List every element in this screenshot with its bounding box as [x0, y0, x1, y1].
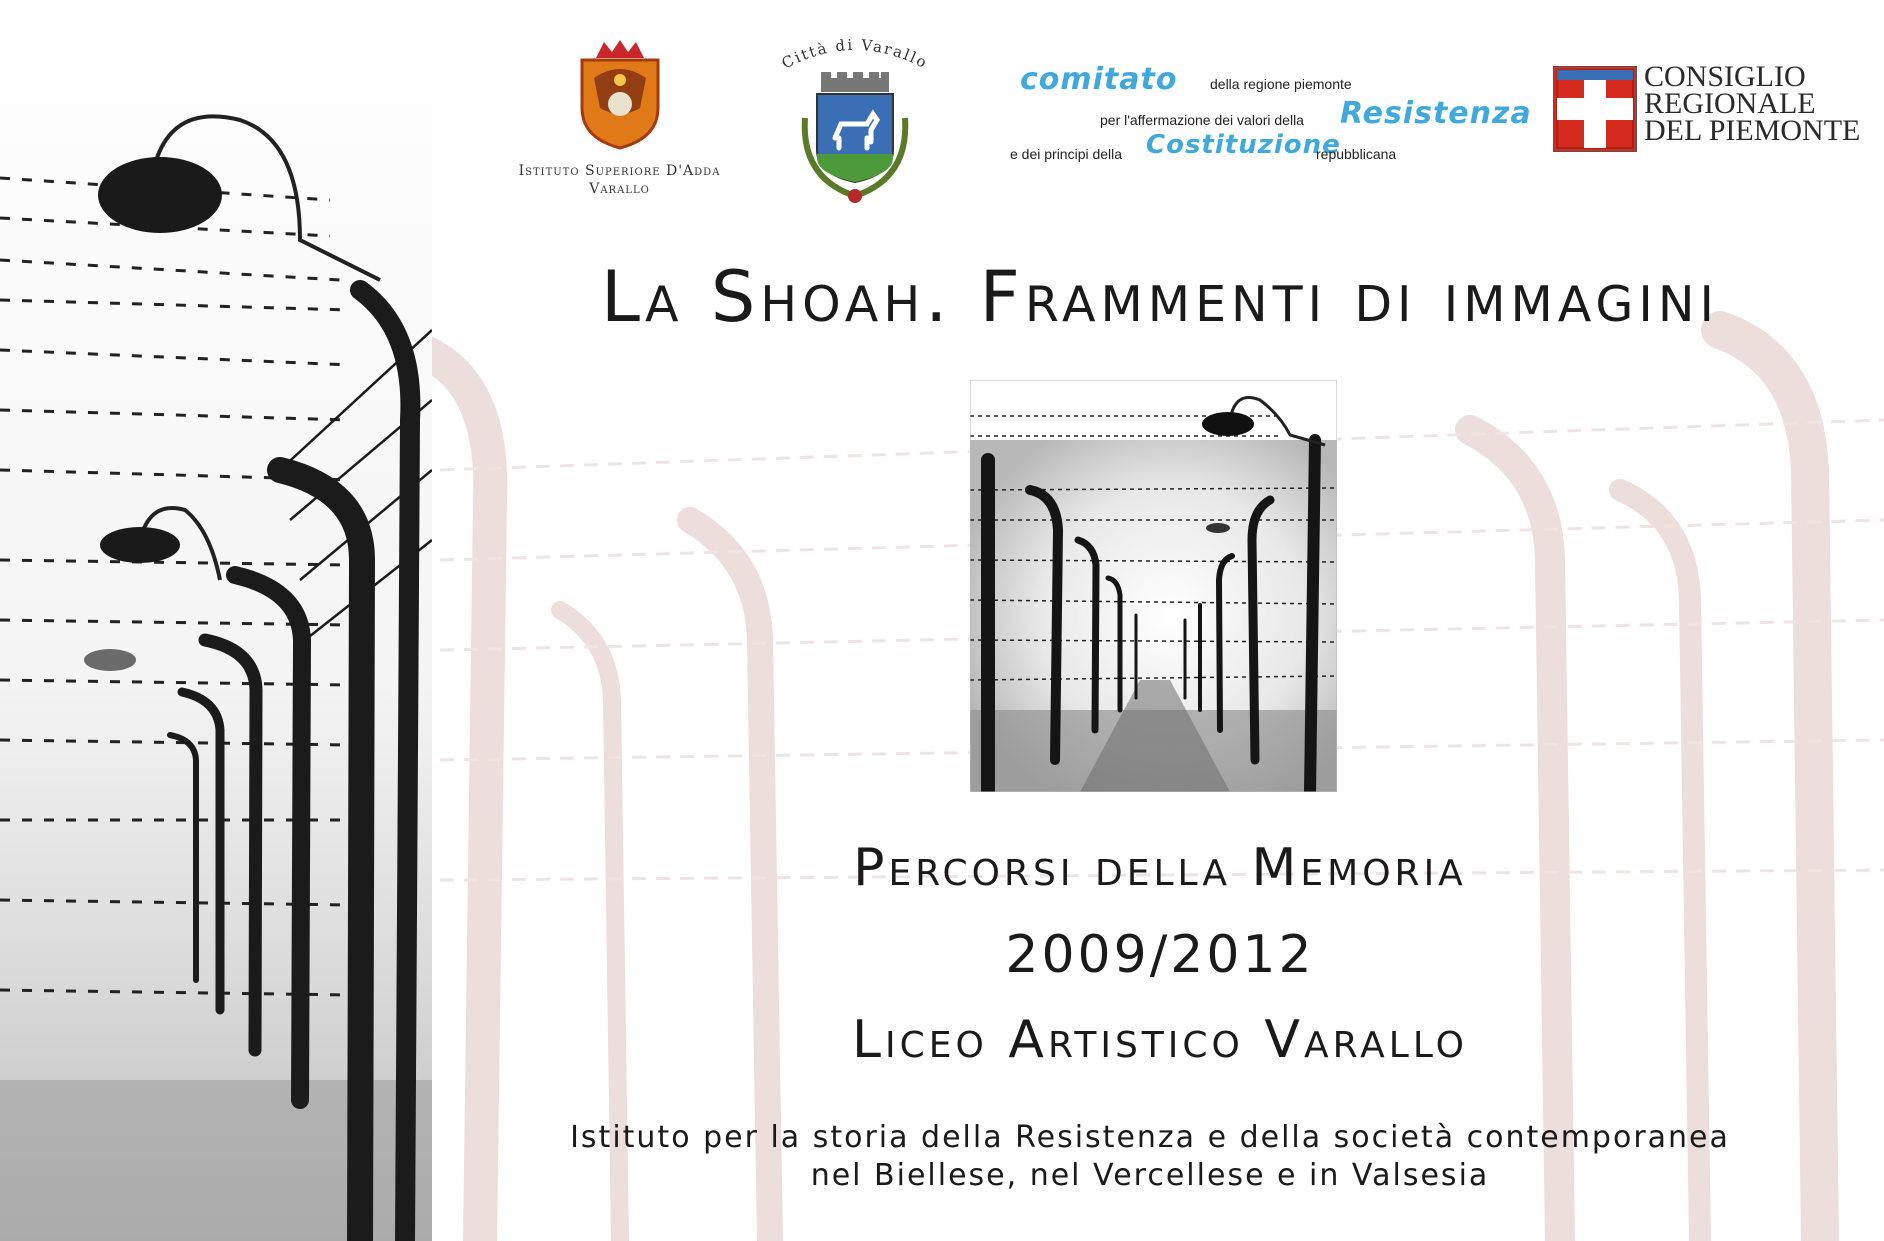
consiglio-line3: DEL PIEMONTE: [1644, 114, 1861, 147]
costituzione-word: Costituzione: [1146, 130, 1341, 160]
consiglio-text: [1644, 60, 1861, 147]
comitato-word: comitato: [1020, 62, 1178, 97]
subtitle-years: 2009/2012: [1005, 925, 1315, 985]
page-title: La Shoah. Frammenti di immagini: [601, 256, 1719, 338]
varallo-arc-text: Città di Varallo: [778, 38, 932, 73]
footer-line2: nel Biellese, nel Vercellese e in Valsesia: [810, 1158, 1490, 1193]
comitato-text-3: e dei principi della: [1010, 146, 1123, 162]
comitato-resistenza-logo: [1010, 62, 1532, 172]
footer-line1: Istituto per la storia della Resistenza e della società contemporanea: [570, 1120, 1730, 1155]
comitato-text-2: per l'affermazione dei valori della: [1100, 112, 1304, 128]
adda-caption-line1: Istituto Superiore D'Adda: [518, 163, 721, 179]
adda-caption: [497, 162, 742, 198]
consiglio-line1: CONSIGLIO: [1644, 60, 1806, 93]
comitato-text-4: repubblicana: [1316, 146, 1397, 162]
subtitle-percorsi: Percorsi della Memoria: [853, 838, 1467, 898]
varallo-coat-of-arms-icon: [755, 38, 955, 213]
consiglio-regionale-logo: [1553, 60, 1861, 154]
comitato-text-1: della regione piemonte: [1210, 76, 1352, 92]
consiglio-line2: REGIONALE: [1644, 87, 1816, 120]
istituto-adda-logo: [497, 38, 742, 208]
barbed-wire-fence-photo-center: [970, 380, 1337, 792]
piemonte-flag-icon: [1553, 66, 1637, 152]
subtitle-liceo: Liceo Artistico Varallo: [852, 1010, 1468, 1070]
adda-caption-line2: Varallo: [589, 181, 650, 197]
resistenza-word: Resistenza: [1340, 96, 1532, 131]
adda-crest-icon: [574, 38, 666, 150]
barbed-wire-fence-photo-left: [0, 0, 432, 1241]
citta-di-varallo-logo: [755, 38, 955, 213]
